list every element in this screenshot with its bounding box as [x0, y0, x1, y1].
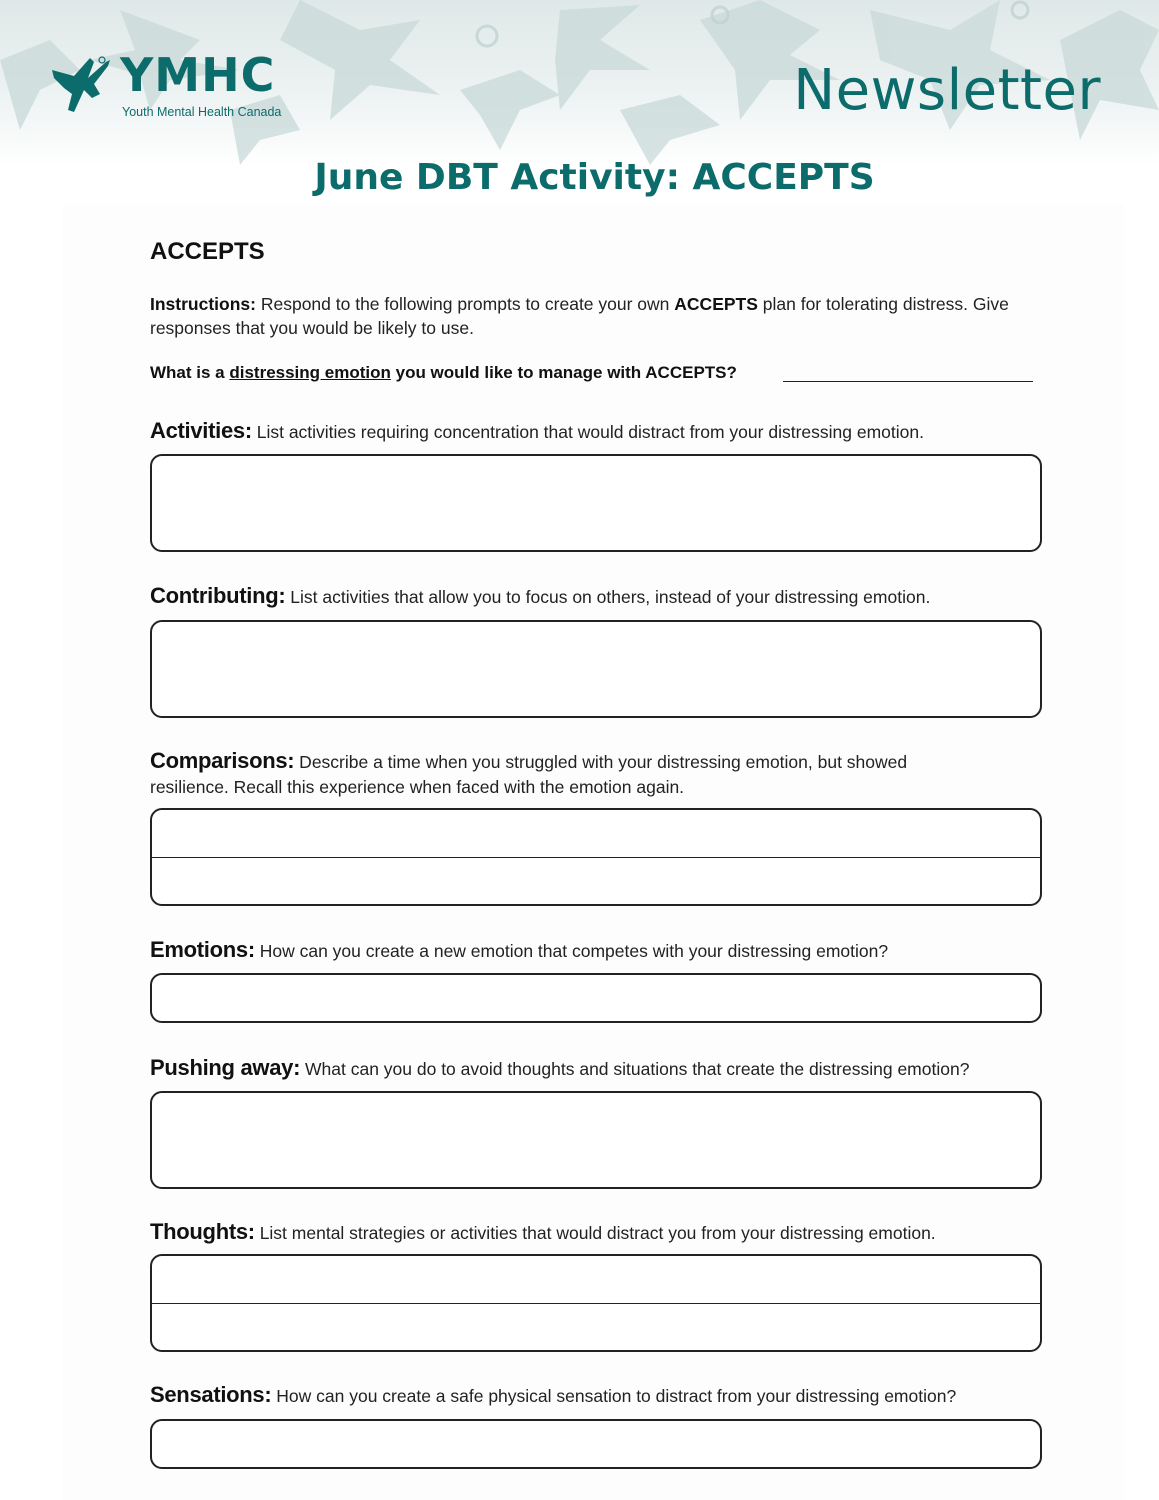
term-contributing: Contributing:: [150, 583, 286, 608]
prompt-pushing-away: [150, 1055, 1050, 1082]
answer-box-contributing[interactable]: [150, 620, 1042, 718]
answer-box-thoughts[interactable]: [150, 1254, 1042, 1352]
prompt-text-contributing: List activities that allow you to focus on others, instead of your distressing emotion.: [285, 587, 931, 607]
instructions-text-before: Respond to the following prompts to create your own: [255, 294, 675, 314]
prompt-emotions: [150, 937, 1050, 964]
prompt-text-sensations: How can you create a safe physical sensation to distract from your distressing emotion?: [271, 1386, 957, 1406]
ymhc-logo[interactable]: [50, 48, 310, 122]
answer-box-divider: [152, 857, 1040, 858]
answer-box-divider: [152, 1303, 1040, 1304]
instructions-label: Instructions:: [150, 294, 256, 314]
term-activities: Activities:: [150, 418, 252, 443]
prompt-comparisons: [150, 748, 990, 800]
term-thoughts: Thoughts:: [150, 1219, 255, 1244]
prompt-text-activities: List activities requiring concentration that would distract from your distressing emotion.: [251, 422, 924, 442]
prompt-thoughts: [150, 1219, 1050, 1246]
term-comparisons: Comparisons:: [150, 748, 295, 773]
term-sensations: Sensations:: [150, 1382, 272, 1407]
answer-box-pushing-away[interactable]: [150, 1091, 1042, 1189]
newsletter-label: Newsletter: [793, 58, 1101, 123]
question-before: What is a: [150, 363, 230, 382]
answer-box-sensations[interactable]: [150, 1419, 1042, 1469]
instructions-text-after: plan for tolerating distress. Give responses that you would be likely to use.: [150, 294, 1009, 338]
prompt-sensations: [150, 1382, 1050, 1409]
worksheet-title: ACCEPTS: [150, 238, 265, 265]
term-emotions: Emotions:: [150, 937, 255, 962]
instructions: [150, 292, 1050, 340]
header-banner: [0, 0, 1159, 165]
question-after: you would like to manage with ACCEPTS?: [390, 363, 737, 382]
prompt-text-comparisons: Describe a time when you struggled with your distressing emotion, but showed resilience. Recall this experience when faced with the emotion again.: [150, 752, 908, 797]
answer-box-emotions[interactable]: [150, 973, 1042, 1023]
prompt-text-pushing-away: What can you do to avoid thoughts and situations that create the distressing emotion?: [300, 1059, 970, 1079]
term-pushing-away: Pushing away:: [150, 1055, 301, 1080]
logo-subtitle: Youth Mental Health Canada: [122, 105, 282, 119]
prompt-contributing: [150, 583, 1050, 610]
answer-box-comparisons[interactable]: [150, 808, 1042, 906]
question-underlined: distressing emotion: [229, 363, 391, 382]
instructions-emphasis: ACCEPTS: [674, 294, 758, 314]
bird-logo-icon: [50, 54, 116, 116]
prompt-activities: [150, 418, 1050, 445]
distressing-emotion-question: [150, 363, 1040, 383]
prompt-text-emotions: How can you create a new emotion that competes with your distressing emotion?: [254, 941, 889, 961]
answer-box-activities[interactable]: [150, 454, 1042, 552]
logo-wordmark: YMHC: [120, 48, 276, 102]
prompt-text-thoughts: List mental strategies or activities that would distract you from your distressing emotion.: [254, 1223, 936, 1243]
activity-title: June DBT Activity: ACCEPTS: [314, 157, 875, 198]
distressing-emotion-answer-line[interactable]: [783, 381, 1033, 382]
